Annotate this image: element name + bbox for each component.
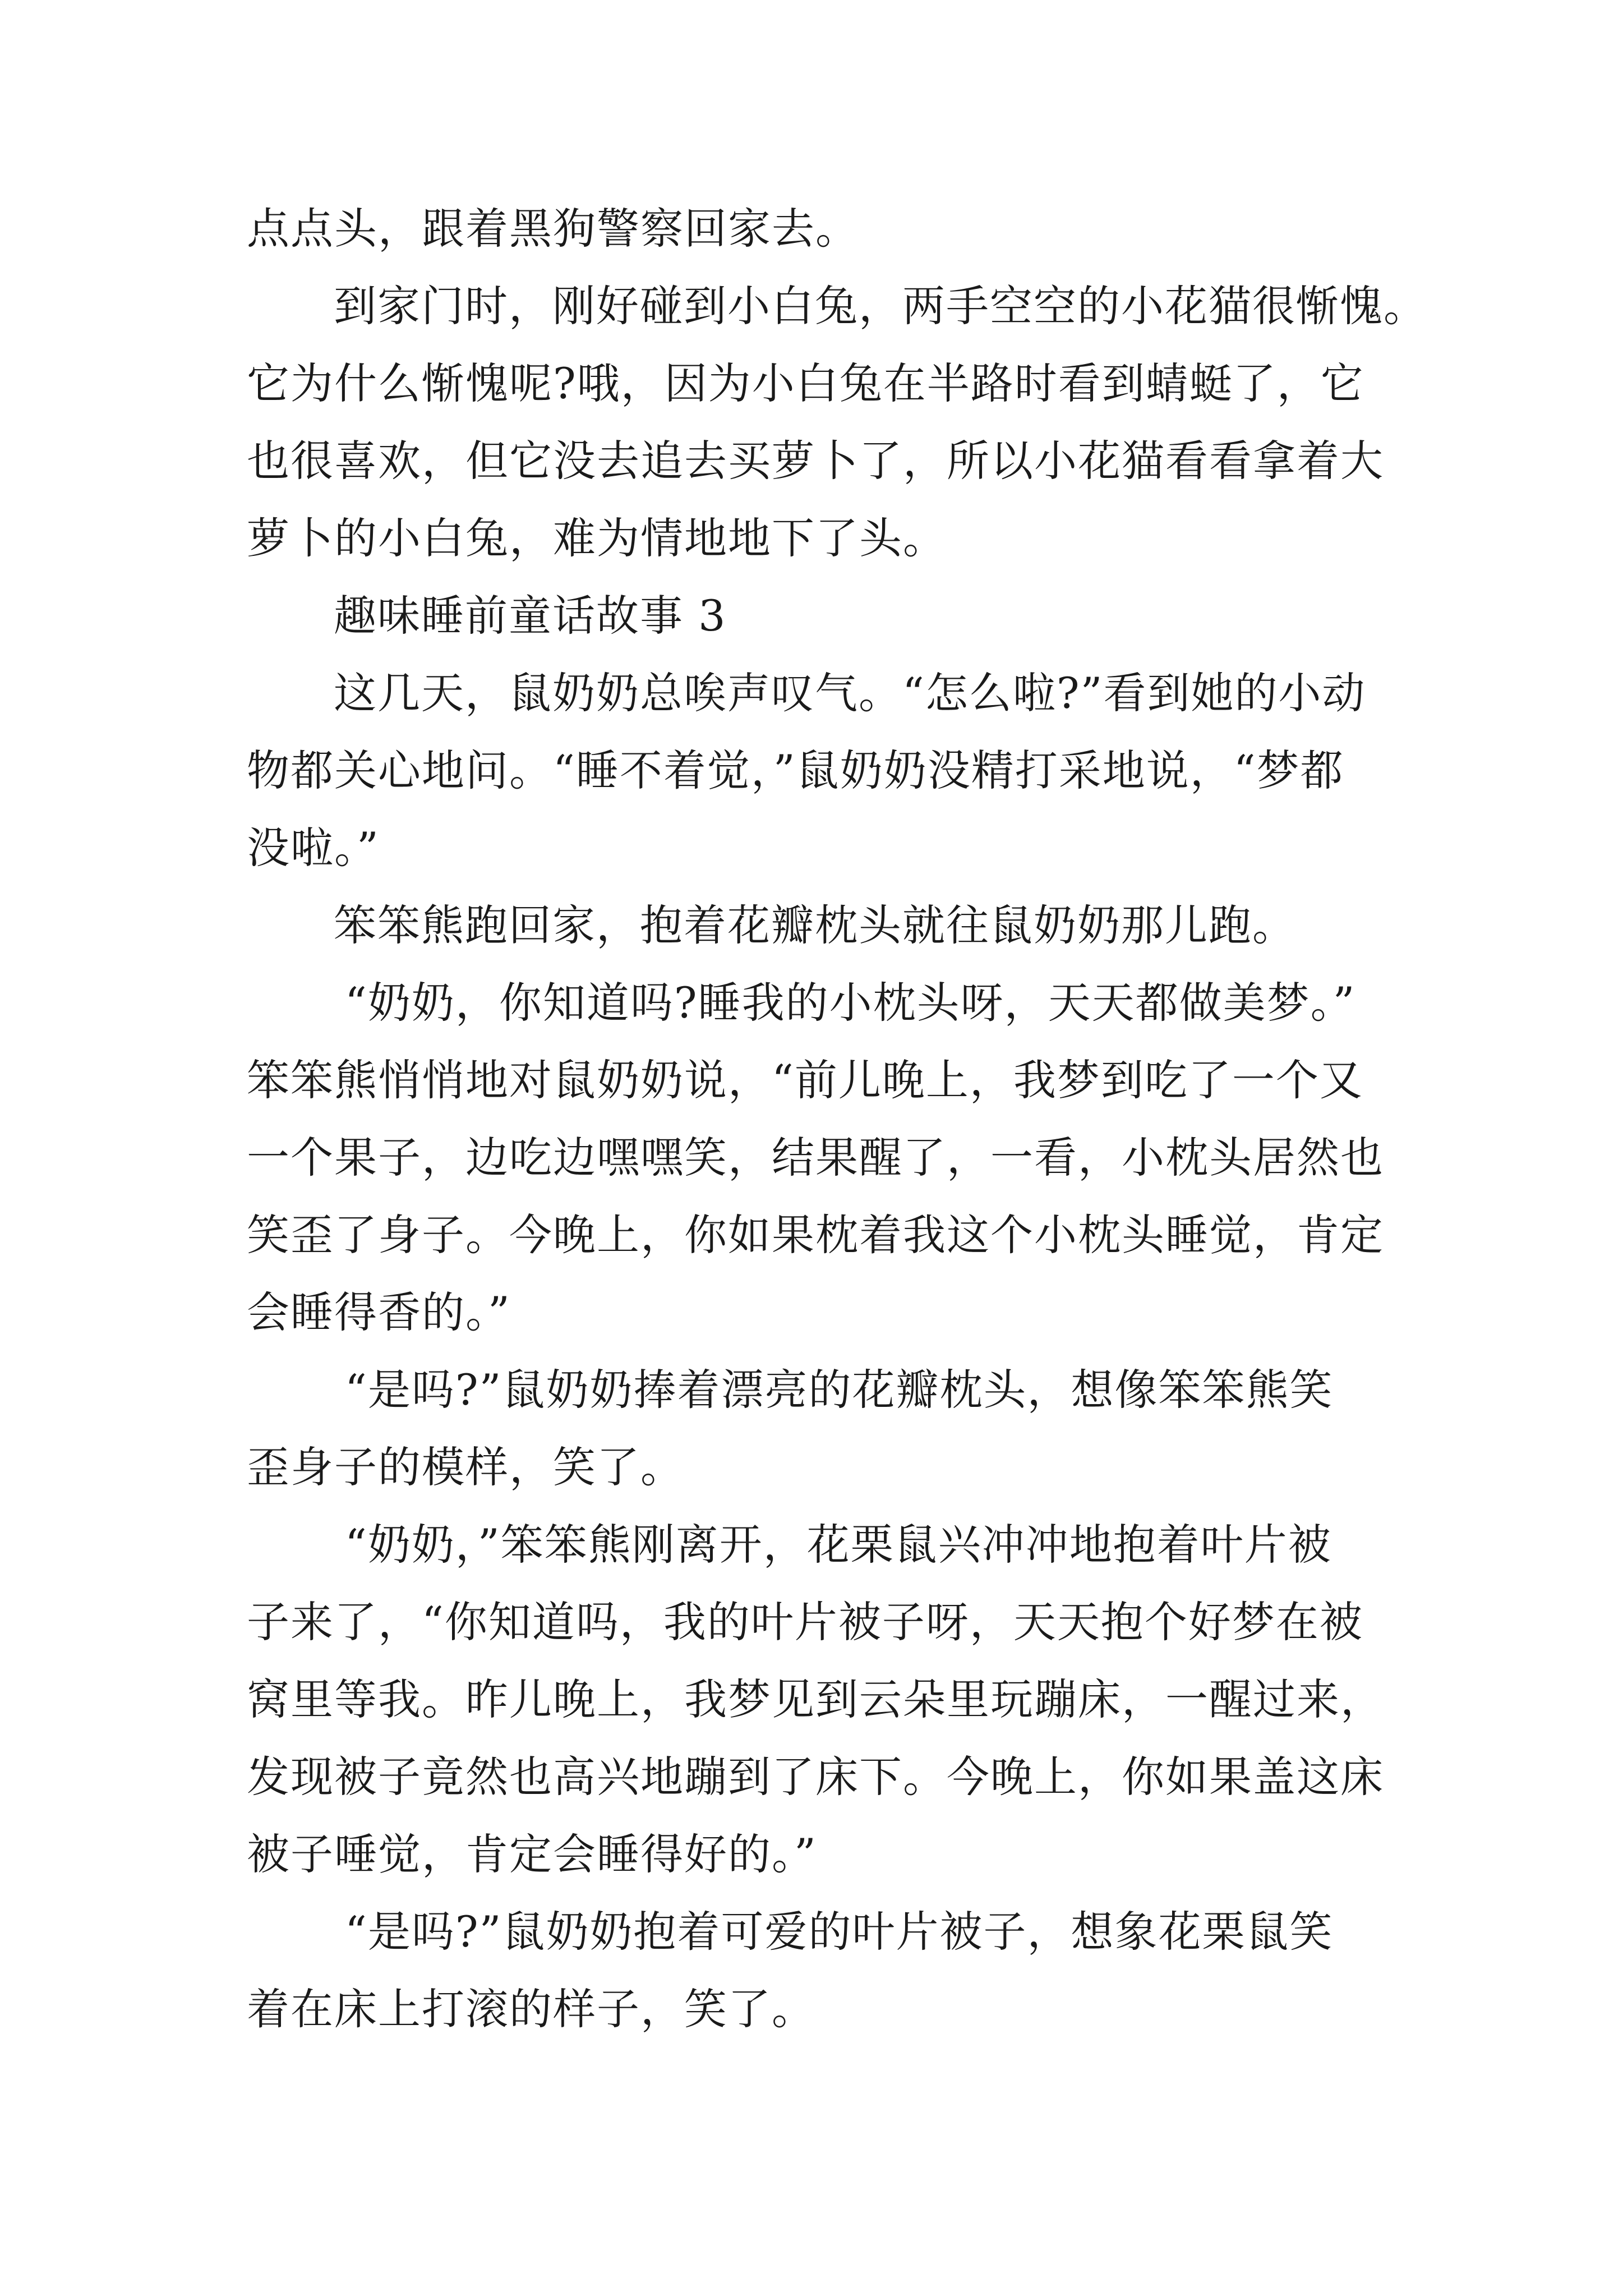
text-line: 这几天，鼠奶奶总唉声叹气。“怎么啦?”看到她的小动 [334,668,1366,718]
text-line: 会睡得香的。” [247,1287,511,1337]
text-line: “是吗?”鼠奶奶抱着可爱的叶片被子，想象花栗鼠笑 [345,1907,1334,1957]
text-line: 着在床上打滚的样子，笑了。 [247,1984,815,2034]
text-line: 也很喜欢，但它没去追去买萝卜了，所以小花猫看看拿着大 [247,436,1384,486]
text-line: 子来了，“你知道吗，我的叶片被子呀，天天抱个好梦在被 [247,1597,1363,1647]
text-line: “是吗?”鼠奶奶捧着漂亮的花瓣枕头，想像笨笨熊笑 [345,1365,1334,1415]
text-line: 它为什么惭愧呢?哦，因为小白兔在半路时看到蜻蜓了，它 [247,358,1364,408]
text-line: 萝卜的小白兔，难为情地地下了头。 [247,513,947,563]
text-line: 没啦。” [247,823,380,873]
text-line: 点点头，跟着黑狗警察回家去。 [247,204,859,254]
text-line: 笨笨熊悄悄地对鼠奶奶说，“前儿晚上，我梦到吃了一个又 [247,1055,1363,1105]
text-line: 发现被子竟然也高兴地蹦到了床下。今晚上，你如果盖这床 [247,1752,1384,1802]
text-line: 一个果子，边吃边嘿嘿笑，结果醒了，一看，小枕头居然也 [247,1133,1384,1182]
text-line: 笑歪了身子。今晚上，你如果枕着我这个小枕头睡觉，肯定 [247,1210,1384,1260]
text-line: 被子唾觉，肯定会睡得好的。” [247,1829,817,1879]
text-line: “奶奶，你知道吗?睡我的小枕头呀，天天都做美梦。” [345,978,1356,1028]
text-line: 物都关心地问。“睡不着觉，”鼠奶奶没精打采地说，“梦都 [247,746,1344,795]
section-heading: 趣味睡前童话故事 3 [334,591,727,641]
text-line: 窝里等我。昨儿晚上，我梦见到云朵里玩蹦床，一醒过来， [247,1674,1384,1724]
text-line: “奶奶，”笨笨熊刚离开，花栗鼠兴冲冲地抱着叶片被 [345,1520,1332,1570]
text-line: 笨笨熊跑回家，抱着花瓣枕头就往鼠奶奶那儿跑。 [334,900,1296,950]
text-line: 歪身子的模样，笑了。 [247,1442,684,1492]
text-line: 到家门时，刚好碰到小白兔，两手空空的小花猫很惭愧。 [334,281,1427,331]
